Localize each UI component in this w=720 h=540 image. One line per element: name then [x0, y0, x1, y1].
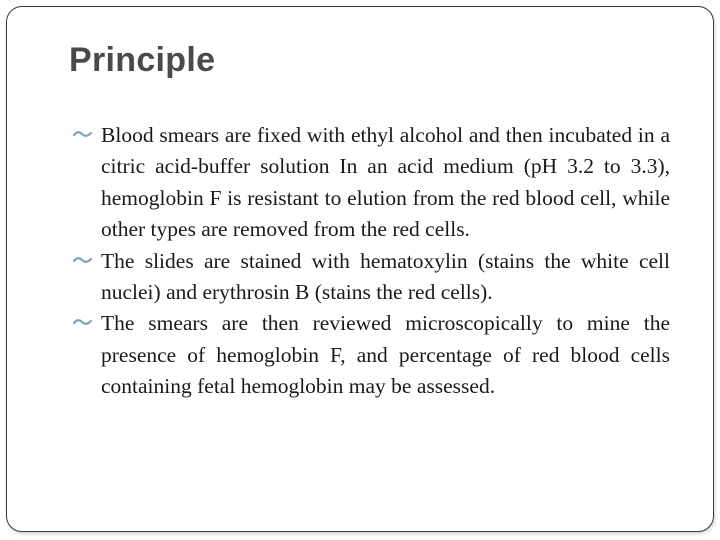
bullet-text: The slides are stained with hematoxylin (stains the white cell nuclei) and erythrosin B (stains the red cells).: [101, 248, 670, 305]
wave-bullet-icon: [73, 246, 101, 277]
slide-title: Principle: [69, 41, 216, 79]
bullet-text: The smears are then reviewed microscopically to mine the presence of hemoglobin F, and percentage of red blood cells containing fetal hemoglobin may be assessed.: [101, 311, 670, 399]
bullet-item: [101, 120, 670, 246]
wave-bullet-icon: [73, 120, 101, 151]
bullet-list: [101, 120, 670, 403]
bullet-text: Blood smears are fixed with ethyl alcohol and then incubated in a citric acid-buffer solution In an acid medium (pH 3.2 to 3.3), hemoglobin F is resistant to elution from the red blood cell, while other types are removed from the red cells.: [101, 123, 670, 242]
bullet-item: [101, 308, 670, 402]
wave-bullet-icon: [73, 308, 101, 339]
bullet-item: [101, 246, 670, 309]
